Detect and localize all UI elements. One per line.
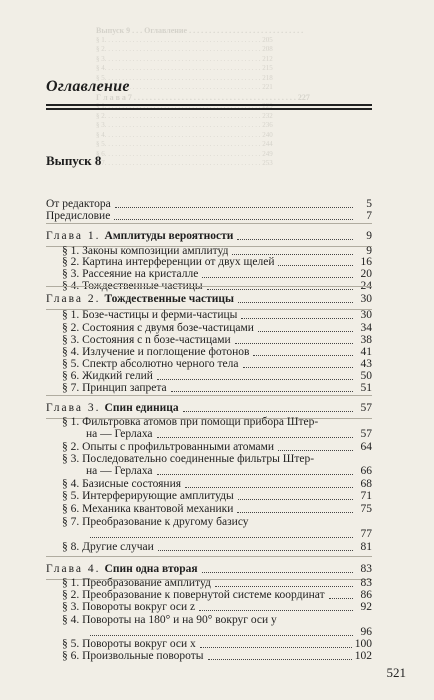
page-ref: 30 [360, 309, 372, 321]
page-ref: 20 [360, 268, 372, 280]
entry-title: § 6. Произвольные повороты [62, 650, 204, 662]
chapter-heading [46, 561, 372, 576]
entry-title: Предисловие [46, 210, 111, 222]
toc-section [62, 539, 372, 554]
bleed-line: Г л а в а 7 . . . . . . . . . . . . . . . . . . . . . . . . . . . . . . . . . . . . . . . . . 227 [96, 92, 310, 102]
bleed-line: § 2. . . . . . . . . . . . . . . . . . . . . . . . . . . . . . . . . . . . . . . . . . . . . 208 [96, 45, 273, 53]
entry-title: § 5. Повороты вокруг оси x [62, 638, 196, 650]
chapter-title [46, 293, 234, 306]
entry-title: § 3. Рассеяние на кристалле [62, 268, 199, 280]
bleed-line: § 5. . . . . . . . . . . . . . . . . . . . . . . . . . . . . . . . . . . . . . . . . . . . . 218 [96, 73, 273, 82]
entry-title: § 3. Повороты вокруг оси z [62, 601, 196, 613]
page-ref: 81 [360, 541, 372, 553]
entry-title: § 7. Преобразование к другому базису [62, 516, 249, 528]
dot-leader [207, 289, 353, 290]
entry-title: § 4. Тождественные частицы [62, 280, 203, 292]
page-ref: 100 [354, 638, 372, 650]
dot-leader [202, 572, 353, 573]
entry-title: § 1. Преобразование амплитуд [62, 577, 211, 589]
entry-title: От редактора [46, 198, 111, 210]
chapter-title [46, 230, 233, 243]
dot-leader [199, 610, 353, 611]
page-ref: 92 [360, 601, 372, 613]
title-rule-top [46, 104, 372, 106]
page-ref: 50 [360, 370, 372, 382]
bleed-line: § 2. . . . . . . . . . . . . . . . . . . . . . . . . . . . . . . . . . . . . . . . . . . . . 232 [96, 111, 273, 120]
bleed-line: § 1. . . . . . . . . . . . . . . . . . . . . . . . . . . . . . . . . . . . . . . . . . . . . 229 [96, 102, 273, 110]
dot-leader [238, 499, 353, 500]
page-number: 521 [386, 665, 406, 680]
chapter-separator [46, 286, 372, 287]
dot-leader [238, 302, 353, 303]
page-ref: 66 [360, 465, 372, 477]
entry-title: § 2. Картина интерференции от двух щелей [62, 256, 275, 268]
toc-section [62, 380, 372, 395]
page-ref: 83 [360, 563, 372, 575]
entry-title: § 2. Состояния с двумя бозе-частицами [62, 322, 254, 334]
entry-title: на — Герлаха [86, 428, 153, 440]
chapter-heading [46, 291, 372, 306]
bleed-line: § 6. . . . . . . . . . . . . . . . . . . . . . . . . . . . . . . . . . . . . . . . . . . . . 249 [96, 149, 273, 158]
page-ref: 83 [360, 577, 372, 589]
entry-title: § 1. Законы композиции амплитуд [62, 245, 229, 257]
chapter-name: Амплитуды вероятности [104, 230, 234, 242]
chapter-heading [46, 228, 372, 243]
bleed-line: Выпуск 9 . . . Оглавление . . . . . . . . . . . . . . . . . . . . . . . . . . . . . [96, 26, 304, 35]
bleed-through-text [96, 26, 426, 176]
page-ref: 41 [360, 346, 372, 358]
dot-leader [237, 512, 353, 513]
page-ref: 51 [360, 382, 372, 394]
page-ref: 102 [354, 650, 372, 662]
entry-title: § 8. Другие случаи [62, 541, 154, 553]
bleed-line: § 7. . . . . . . . . . . . . . . . . . . . . . . . . . . . . . . . . . . . . . . . . . . . . 253 [96, 159, 273, 167]
page-ref: 24 [360, 280, 372, 292]
page-ref: 9 [366, 245, 372, 257]
entry-title: § 1. Бозе-частицы и ферми-частицы [62, 309, 238, 321]
dot-leader [171, 391, 353, 392]
page-ref: 30 [360, 293, 372, 305]
page-ref: 43 [360, 358, 372, 370]
page-ref: 7 [366, 210, 372, 222]
chapter-name: Спин одна вторая [104, 563, 198, 575]
page-ref: 75 [360, 503, 372, 515]
bleed-line: § 1. . . . . . . . . . . . . . . . . . . . . . . . . . . . . . . . . . . . . . . . . . . . . 205 [96, 35, 273, 44]
page-title: Оглавление [46, 78, 130, 95]
entry-title: § 4. Повороты на 180° и на 90° вокруг оси y [62, 614, 277, 626]
dot-leader [241, 318, 353, 319]
issue-heading: Выпуск 8 [46, 153, 102, 168]
page-ref: 57 [360, 428, 372, 440]
entry-title: § 4. Излучение и поглощение фотонов [62, 346, 250, 358]
entry-title: § 3. Состояния с n бозе-частицами [62, 334, 231, 346]
dot-leader [158, 550, 353, 551]
page-ref: 71 [360, 490, 372, 502]
page-ref: 57 [360, 402, 372, 414]
entry-title: § 2. Преобразование к повернутой системе координат [62, 589, 325, 601]
page-ref: 38 [360, 334, 372, 346]
bleed-line: § 3. . . . . . . . . . . . . . . . . . . . . . . . . . . . . . . . . . . . . . . . . . . . . 212 [96, 54, 273, 63]
entry-title: на — Герлаха [86, 465, 153, 477]
page-ref: 96 [360, 626, 372, 638]
chapter-label: Глава 3. [46, 402, 101, 414]
page-ref: 34 [360, 322, 372, 334]
chapter-separator [46, 395, 372, 396]
chapter-label: Глава 4. [46, 563, 101, 575]
toc-section [62, 648, 372, 663]
chapter-name: Тождественные частицы [104, 293, 235, 305]
dot-leader [208, 659, 352, 660]
page-ref: 86 [360, 589, 372, 601]
bleed-line: § 5. . . . . . . . . . . . . . . . . . . . . . . . . . . . . . . . . . . . . . . . . . . . . 244 [96, 140, 273, 148]
dot-leader [237, 239, 353, 240]
dot-leader [157, 437, 353, 438]
bleed-line: § 3. . . . . . . . . . . . . . . . . . . . . . . . . . . . . . . . . . . . . . . . . . . . . 236 [96, 121, 273, 129]
dot-leader [90, 537, 353, 538]
entry-title: § 4. Базисные состояния [62, 478, 182, 490]
page-ref: 9 [366, 230, 372, 242]
bleed-line: § 4. . . . . . . . . . . . . . . . . . . . . . . . . . . . . . . . . . . . . . . . . . . . . 215 [96, 64, 273, 72]
page-ref: 77 [360, 528, 372, 540]
dot-leader [157, 474, 353, 475]
entry-title: § 2. Опыты с профильтрованными атомами [62, 441, 275, 453]
bleed-line: § 6. . . . . . . . . . . . . . . . . . . . . . . . . . . . . . . . . . . . . . . . . . . . . 221 [96, 83, 273, 91]
entry-title: § 5. Интерферирующие амплитуды [62, 490, 234, 502]
entry-title: § 5. Спектр абсолютно черного тела [62, 358, 239, 370]
chapter-heading [46, 400, 372, 415]
chapter-label: Глава 1. [46, 230, 101, 242]
dot-leader [183, 411, 353, 412]
entry-title: § 6. Жидкий гелий [62, 370, 153, 382]
entry-title: § 6. Механика квантовой механики [62, 503, 234, 515]
page-ref: 64 [360, 441, 372, 453]
entry-title: § 3. Последовательно соединенные фильтры Штер- [62, 453, 315, 465]
page-ref: 68 [360, 478, 372, 490]
bleed-line: § 4. . . . . . . . . . . . . . . . . . . . . . . . . . . . . . . . . . . . . . . . . . . . . 240 [96, 130, 273, 139]
chapter-separator [46, 223, 372, 224]
chapter-label: Глава 2. [46, 293, 101, 305]
entry-title: § 7. Принцип запрета [62, 382, 167, 394]
chapter-separator [46, 556, 372, 557]
page-ref: 5 [366, 198, 372, 210]
title-rule-bottom [46, 108, 372, 110]
dot-leader [114, 219, 353, 220]
toc-entry [46, 208, 372, 223]
page-ref: 16 [360, 256, 372, 268]
chapter-name: Спин единица [104, 402, 179, 414]
entry-title: § 1. Фильтровка атомов при помощи прибора Штер- [62, 416, 319, 428]
